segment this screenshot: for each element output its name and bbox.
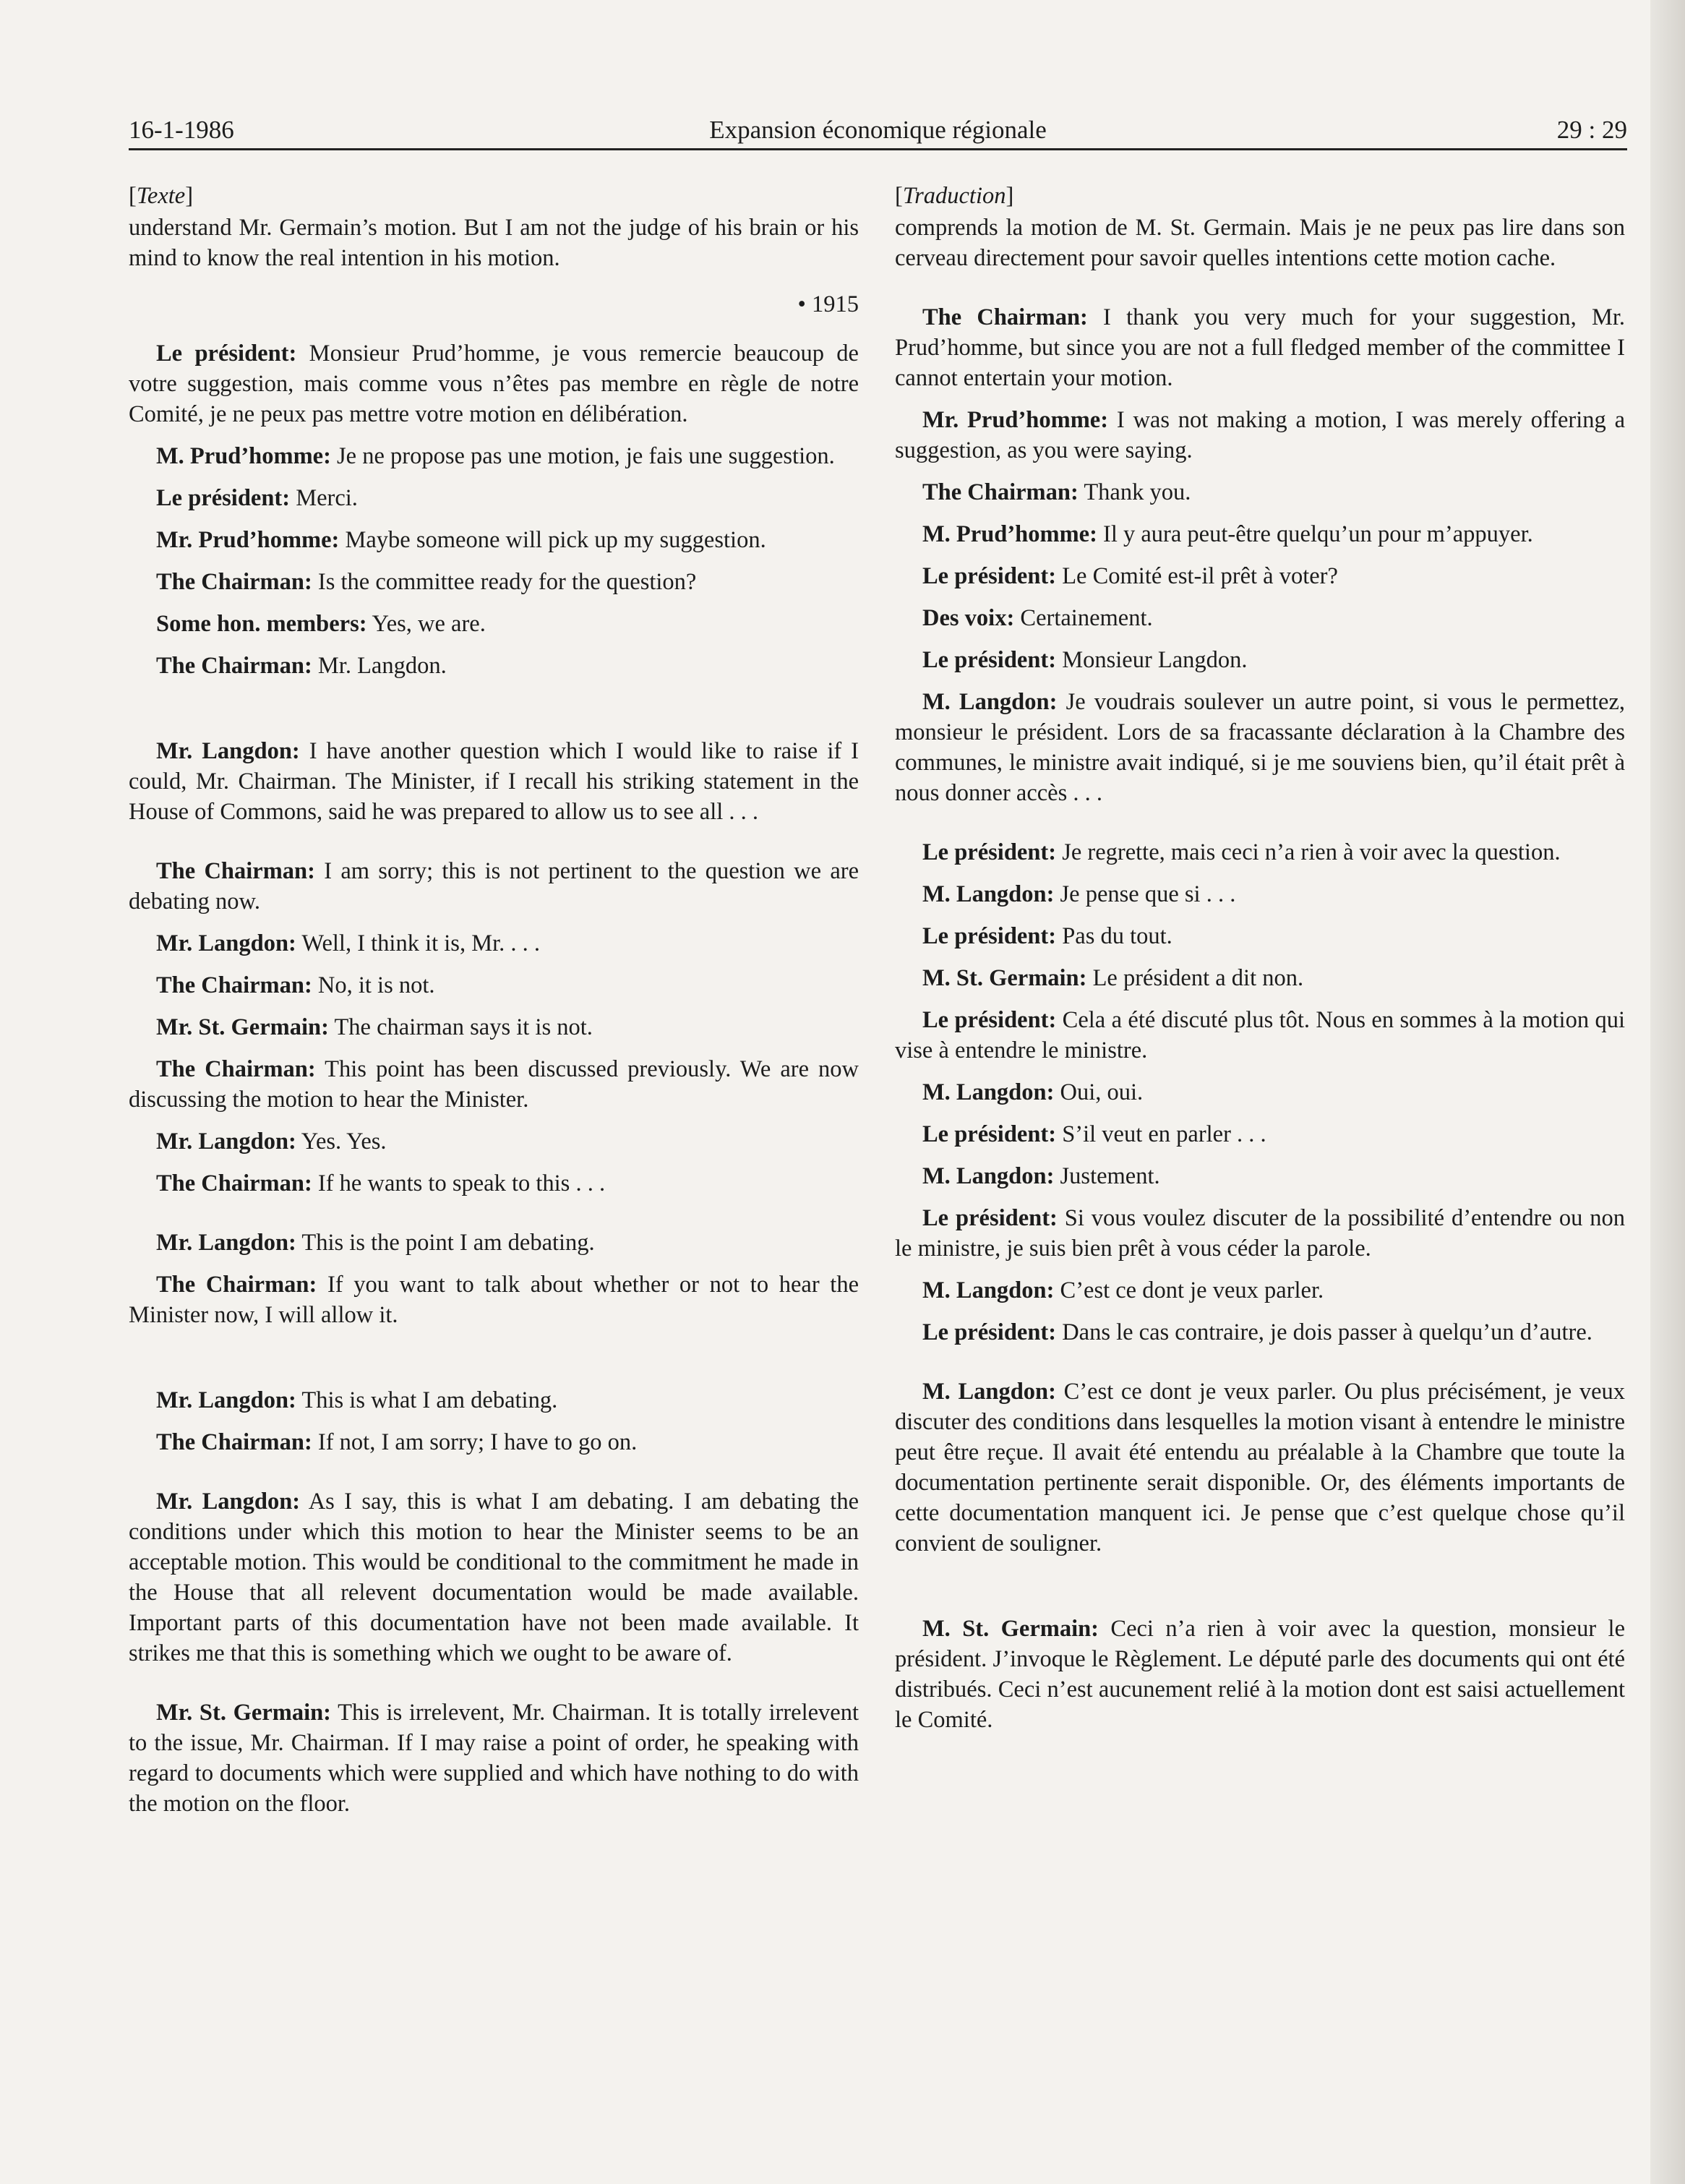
transcript-paragraph xyxy=(129,338,859,429)
speech-text: Le président a dit non. xyxy=(1092,965,1304,991)
speaker-name: Mr. Prud’homme: xyxy=(922,407,1109,433)
speaker-name: M. St. Germain: xyxy=(922,1616,1099,1642)
transcript-paragraph xyxy=(129,1427,859,1457)
spacer xyxy=(895,1359,1625,1376)
transcript-paragraph xyxy=(129,651,859,681)
spacer xyxy=(129,1680,859,1697)
speaker-name: M. Langdon: xyxy=(922,1379,1056,1405)
speech-text: Certainement. xyxy=(1020,605,1153,631)
speech-text: Mr. Langdon. xyxy=(317,653,447,679)
speaker-name: M. Prud’homme: xyxy=(922,521,1097,547)
transcript-paragraph xyxy=(895,963,1625,993)
speech-text: Je pense que si . . . xyxy=(1060,881,1236,907)
speech-text: If he wants to speak to this . . . xyxy=(317,1170,606,1196)
transcript-paragraph xyxy=(129,970,859,1001)
speaker-name: M. Langdon: xyxy=(922,881,1055,907)
transcript-paragraph xyxy=(129,1054,859,1115)
speaker-name: Le président: xyxy=(156,485,291,511)
speaker-name: The Chairman: xyxy=(922,479,1079,505)
speaker-name: Mr. Langdon: xyxy=(156,1387,296,1413)
transcript-paragraph xyxy=(129,525,859,555)
speech-text: Yes, we are. xyxy=(372,611,486,637)
transcript-paragraph xyxy=(895,1317,1625,1348)
speech-text: If you want to talk about whether or not to hear the Minister now, I will allow it. xyxy=(129,1272,859,1328)
time-marker: • 1915 xyxy=(797,291,859,317)
page-header xyxy=(129,108,1627,149)
speaker-name: Le président: xyxy=(922,647,1057,673)
speech-text: Oui, oui. xyxy=(1060,1079,1144,1105)
speech-text: Je voudrais soulever un autre point, si vous le permettez, monsieur le président. Lors de sa fracassante déclaration à la Chambre des communes, le ministre avait indiqué, si je me souviens bien, qu’il était prêt à nous donner accès . . . xyxy=(895,689,1626,806)
speaker-name: M. St. Germain: xyxy=(922,965,1087,991)
spacer xyxy=(895,820,1625,837)
speaker-name: Mr. Langdon: xyxy=(156,1489,301,1515)
transcript-paragraph xyxy=(129,1012,859,1042)
spacer xyxy=(129,839,859,856)
spacer xyxy=(129,1210,859,1228)
speaker-name: Le président: xyxy=(922,1007,1057,1033)
speech-text: Dans le cas contraire, je dois passer à quelqu’un d’autre. xyxy=(1062,1319,1592,1345)
speech-text: I thank you very much for your suggestion, Mr. Prud’homme, but since you are not a full fledged member of the committee I cannot entertain your motion. xyxy=(895,304,1626,391)
speech-text: If not, I am sorry; I have to go on. xyxy=(317,1429,638,1455)
speech-text: Je regrette, mais ceci n’a rien à voir avec la question. xyxy=(1062,839,1561,865)
column-language-label: [Texte] xyxy=(129,183,194,209)
speech-text: This point has been discussed previously. We are now discussing the motion to hear the Minister. xyxy=(129,1056,859,1113)
speech-text: I have another question which I would like to raise if I could, Mr. Chairman. The Minister, if I recall his striking statement in the House of Commons, said he was prepared to allow us to see all . . . xyxy=(129,738,859,825)
transcript-paragraph xyxy=(895,1077,1625,1108)
speaker-name: Some hon. members: xyxy=(156,611,367,637)
speech-text: No, it is not. xyxy=(317,972,435,998)
speaker-name: Le président: xyxy=(156,341,297,367)
transcript-paragraph xyxy=(895,519,1625,549)
transcript-paragraph xyxy=(129,1385,859,1416)
transcript-paragraph xyxy=(895,1161,1625,1191)
speaker-name: Mr. Langdon: xyxy=(156,738,300,764)
speaker-name: M. Prud’homme: xyxy=(156,443,331,469)
speaker-name: M. Langdon: xyxy=(922,1079,1055,1105)
transcript-paragraph xyxy=(895,837,1625,868)
speaker-name: The Chairman: xyxy=(156,1272,317,1298)
header-page-number: 29 : 29 xyxy=(1556,116,1627,144)
speaker-name: Mr. St. Germain: xyxy=(156,1700,331,1726)
speech-text: This is the point I am debating. xyxy=(301,1230,595,1256)
speech-text: As I say, this is what I am debating. I am debating the conditions under which this motion to hear the Minister seems to be an acceptable motion. This would be conditional to the commitment he made in the House that all relevent documentation would be made available. Important parts of this documentation have not been made available. It strikes me that this is something which we ought to be aware of. xyxy=(129,1489,859,1666)
transcript-paragraph xyxy=(895,477,1625,508)
spacer xyxy=(895,1570,1625,1614)
speech-text: I am sorry; this is not pertinent to the question we are debating now. xyxy=(129,858,859,915)
speaker-name: The Chairman: xyxy=(156,1056,316,1082)
transcript-paragraph xyxy=(129,213,859,273)
speaker-name: Le président: xyxy=(922,839,1057,865)
transcript-paragraph xyxy=(129,1168,859,1199)
speech-text: Maybe someone will pick up my suggestion. xyxy=(345,527,766,553)
transcript-paragraph xyxy=(129,736,859,827)
speech-text: S’il veut en parler . . . xyxy=(1062,1121,1266,1147)
transcript-paragraph xyxy=(895,687,1625,808)
speaker-name: M. Langdon: xyxy=(922,689,1058,715)
page-binding-edge xyxy=(1650,0,1685,2184)
speech-text: Il y aura peut-être quelqu’un pour m’appuyer. xyxy=(1103,521,1533,547)
speaker-name: Des voix: xyxy=(922,605,1015,631)
speech-text: Well, I think it is, Mr. . . . xyxy=(301,930,540,956)
speaker-name: The Chairman: xyxy=(156,653,312,679)
transcript-paragraph xyxy=(895,1376,1625,1559)
speaker-name: The Chairman: xyxy=(156,569,312,595)
header-rule xyxy=(129,148,1627,150)
speaker-name: M. Langdon: xyxy=(922,1277,1055,1303)
speech-text: Justement. xyxy=(1060,1163,1160,1189)
transcript-paragraph xyxy=(129,1269,859,1330)
speech-text: Monsieur Langdon. xyxy=(1062,647,1248,673)
transcript-paragraph xyxy=(895,1203,1625,1264)
speaker-name: Le président: xyxy=(922,1205,1058,1231)
speech-text: Je ne propose pas une motion, je fais une suggestion. xyxy=(337,443,835,469)
transcript-paragraph xyxy=(895,1119,1625,1149)
transcript-paragraph xyxy=(129,483,859,513)
transcript-paragraph xyxy=(895,879,1625,909)
speech-text: comprends la motion de M. St. Germain. Mais je ne peux pas lire dans son cerveau directement pour savoir quelles intentions cette motion cache. xyxy=(895,215,1625,271)
transcript-paragraph xyxy=(895,921,1625,951)
transcript-paragraph xyxy=(895,603,1625,633)
transcript-paragraph xyxy=(895,405,1625,466)
speech-text: Yes. Yes. xyxy=(301,1129,387,1155)
speech-text: understand Mr. Germain’s motion. But I am not the judge of his brain or his mind to know the real intention in his motion. xyxy=(129,215,859,271)
transcript-paragraph xyxy=(895,1614,1625,1735)
speaker-name: M. Langdon: xyxy=(922,1163,1055,1189)
speaker-name: Mr. St. Germain: xyxy=(156,1014,329,1040)
column-language-label: [Traduction] xyxy=(895,183,1014,209)
speaker-name: The Chairman: xyxy=(156,1429,312,1455)
transcript-paragraph xyxy=(129,928,859,959)
transcript-paragraph xyxy=(129,1126,859,1157)
speaker-name: Mr. Langdon: xyxy=(156,930,296,956)
speech-text: Thank you. xyxy=(1084,479,1191,505)
speaker-name: Le président: xyxy=(922,923,1057,949)
transcript-paragraph xyxy=(895,1275,1625,1306)
speech-text: C’est ce dont je veux parler. Ou plus précisément, je veux discuter des conditions dans lesquelles la motion visant à entendre le ministre peut être reçue. Il avait été entendu au préalable à la Chambre que toute la documentation pertinente serait disponible. Or, des éléments importants de cette documentation manquent ici. Je pense que c’est quelque chose qu’il convient de souligner. xyxy=(895,1379,1626,1556)
transcript-paragraph xyxy=(129,609,859,639)
speech-text: This is what I am debating. xyxy=(301,1387,558,1413)
spacer xyxy=(129,693,859,736)
spacer xyxy=(129,1342,859,1385)
speech-text: Monsieur Prud’homme, je vous remercie beaucoup de votre suggestion, mais comme vous n’êtes pas membre en règle de notre Comité, je ne peux pas mettre votre motion en délibération. xyxy=(129,341,859,427)
right-column-french xyxy=(895,181,1625,1747)
transcript-paragraph xyxy=(129,1486,859,1669)
speaker-name: Mr. Prud’homme: xyxy=(156,527,340,553)
speech-text: I was not making a motion, I was merely offering a suggestion, as you were saying. xyxy=(895,407,1625,463)
transcript-paragraph xyxy=(129,856,859,917)
speaker-name: Le président: xyxy=(922,1121,1057,1147)
speaker-name: The Chairman: xyxy=(156,858,315,884)
transcript-paragraph xyxy=(129,441,859,471)
speaker-name: Mr. Langdon: xyxy=(156,1230,296,1256)
spacer xyxy=(129,1469,859,1486)
speech-text: Cela a été discuté plus tôt. Nous en sommes à la motion qui vise à entendre le ministre. xyxy=(895,1007,1625,1063)
transcript-paragraph xyxy=(895,302,1625,393)
spacer xyxy=(895,285,1625,302)
transcript-paragraph xyxy=(895,1005,1625,1066)
transcript-paragraph xyxy=(129,567,859,597)
transcript-paragraph xyxy=(895,213,1625,273)
speech-text: This is irrelevent, Mr. Chairman. It is totally irrelevent to the issue, Mr. Chairman. If I may raise a point of order, he speaking with regard to documents which were supplied and which have nothing to do with the motion on the floor. xyxy=(129,1700,859,1817)
speaker-name: The Chairman: xyxy=(922,304,1088,330)
speaker-name: The Chairman: xyxy=(156,972,312,998)
speech-text: C’est ce dont je veux parler. xyxy=(1060,1277,1324,1303)
transcript-paragraph xyxy=(895,561,1625,591)
transcript-paragraph xyxy=(129,1228,859,1258)
speech-text: Merci. xyxy=(296,485,358,511)
speech-text: The chairman says it is not. xyxy=(334,1014,593,1040)
transcript-paragraph xyxy=(129,1697,859,1819)
speaker-name: The Chairman: xyxy=(156,1170,312,1196)
speech-text: Le Comité est-il prêt à voter? xyxy=(1062,563,1338,589)
transcript-paragraph xyxy=(895,645,1625,675)
speech-text: Si vous voulez discuter de la possibilité d’entendre ou non le ministre, je suis bien prêt à vous céder la parole. xyxy=(895,1205,1625,1262)
header-date: 16-1-1986 xyxy=(129,116,234,144)
header-title: Expansion économique régionale xyxy=(709,116,1047,144)
speaker-name: Le président: xyxy=(922,563,1057,589)
speech-text: Pas du tout. xyxy=(1062,923,1172,949)
speech-text: Ceci n’a rien à voir avec la question, monsieur le président. J’invoque le Règlement. Le député parle des documents qui ont été distribués. Ceci n’est aucunement relié à la motion dont est saisi actuellement le Comité. xyxy=(895,1616,1625,1733)
left-column-english xyxy=(129,181,859,1830)
speaker-name: Le président: xyxy=(922,1319,1057,1345)
speech-text: Is the committee ready for the question? xyxy=(317,569,697,595)
speaker-name: Mr. Langdon: xyxy=(156,1129,296,1155)
